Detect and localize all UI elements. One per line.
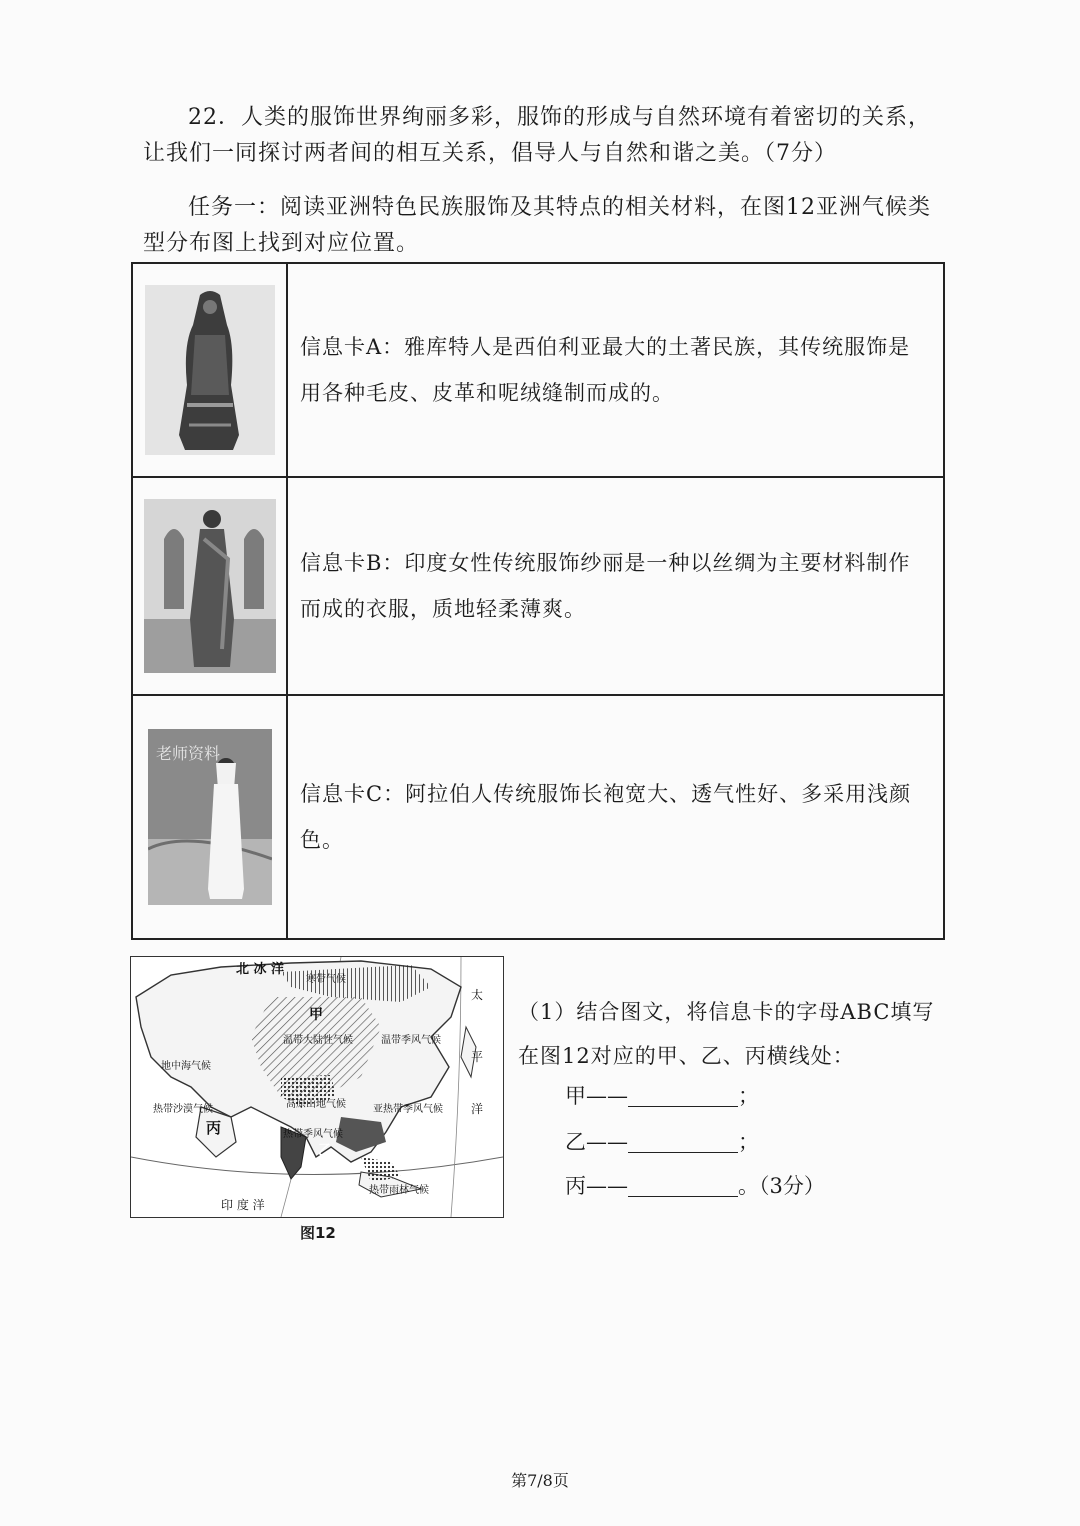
temperate-monsoon-label: 温带季风气候	[381, 1035, 441, 1046]
answer-label: 丙——	[565, 1174, 628, 1198]
continental-label: 温带大陆性气候	[283, 1035, 353, 1046]
info-card-row-c	[132, 695, 944, 939]
info-card-b-text: 信息卡B：印度女性传统服饰纱丽是一种以丝绸为主要材料制作而成的衣服，质地轻柔薄爽。	[287, 477, 944, 695]
highland-label: 高原山地气候	[286, 1099, 346, 1110]
info-card-table	[131, 262, 945, 940]
cold-climate-label: 寒带气候	[306, 974, 346, 985]
answer-line-bing	[565, 1170, 825, 1200]
pacific-label-2: 平	[471, 1050, 484, 1064]
photo-cell	[132, 263, 287, 477]
rainforest-label: 热带雨林气候	[369, 1185, 429, 1196]
question-intro: 22．人类的服饰世界绚丽多彩，服饰的形成与自然环境有着密切的关系，让我们一同探讨两者间的相互关系，倡导人与自然和谐之美。（7分）	[143, 105, 931, 166]
arab-robe-photo	[148, 729, 272, 905]
watermark-text: 老师资料	[155, 744, 220, 763]
info-card-c-text: 信息卡C：阿拉伯人传统服饰长袍宽大、透气性好、多采用浅颜色。	[287, 695, 944, 939]
bing-label: 丙	[206, 1119, 222, 1137]
answer-end: ；	[738, 1130, 759, 1154]
photo-cell	[132, 695, 287, 939]
info-card-a-text: 信息卡A：雅库特人是西伯利亚最大的土著民族，其传统服饰是用各种毛皮、皮革和呢绒缝制而成的。	[287, 263, 944, 477]
answer-end: 。（3分）	[738, 1174, 825, 1198]
asia-climate-map	[130, 956, 504, 1218]
desert-label: 热带沙漠气候	[153, 1104, 213, 1115]
page-number: 第7/8页	[511, 1471, 569, 1490]
answer-label: 乙——	[565, 1130, 628, 1154]
indian-ocean-label: 印 度 洋	[221, 1198, 265, 1212]
pacific-label-1: 太	[471, 988, 484, 1002]
info-card-row-b	[132, 477, 944, 695]
subtropical-label: 亚热带季风气候	[373, 1104, 443, 1115]
task-one: 任务一：阅读亚洲特色民族服饰及其特点的相关材料，在图12亚洲气候类型分布图上找到对应位置。	[143, 195, 931, 256]
photo-cell	[132, 477, 287, 695]
answer-line-yi	[565, 1126, 759, 1156]
subquestion-1: （1）结合图文，将信息卡的字母ABC填写在图12对应的甲、乙、丙横线处：	[518, 1000, 935, 1068]
pacific-label-3: 洋	[471, 1102, 484, 1116]
map-caption: 图12	[300, 1224, 336, 1242]
mediterranean-label: 地中海气候	[161, 1061, 211, 1072]
info-card-row-a	[132, 263, 944, 477]
answer-blank-bing[interactable]	[628, 1170, 738, 1197]
indian-sari-photo	[144, 499, 276, 673]
answer-end: ；	[738, 1084, 759, 1108]
jia-label: 甲	[309, 1007, 323, 1023]
yi-label: 乙	[318, 1143, 332, 1159]
answer-blank-yi[interactable]	[628, 1126, 738, 1153]
tropical-monsoon-label: 热带季风气候	[283, 1129, 343, 1140]
yakut-costume-photo	[145, 285, 275, 455]
graticule-line	[131, 1157, 503, 1175]
answer-line-jia	[565, 1080, 759, 1110]
north-ocean-label: 北 冰 洋	[236, 962, 285, 977]
answer-blank-jia[interactable]	[628, 1080, 738, 1107]
answer-label: 甲——	[565, 1084, 628, 1108]
